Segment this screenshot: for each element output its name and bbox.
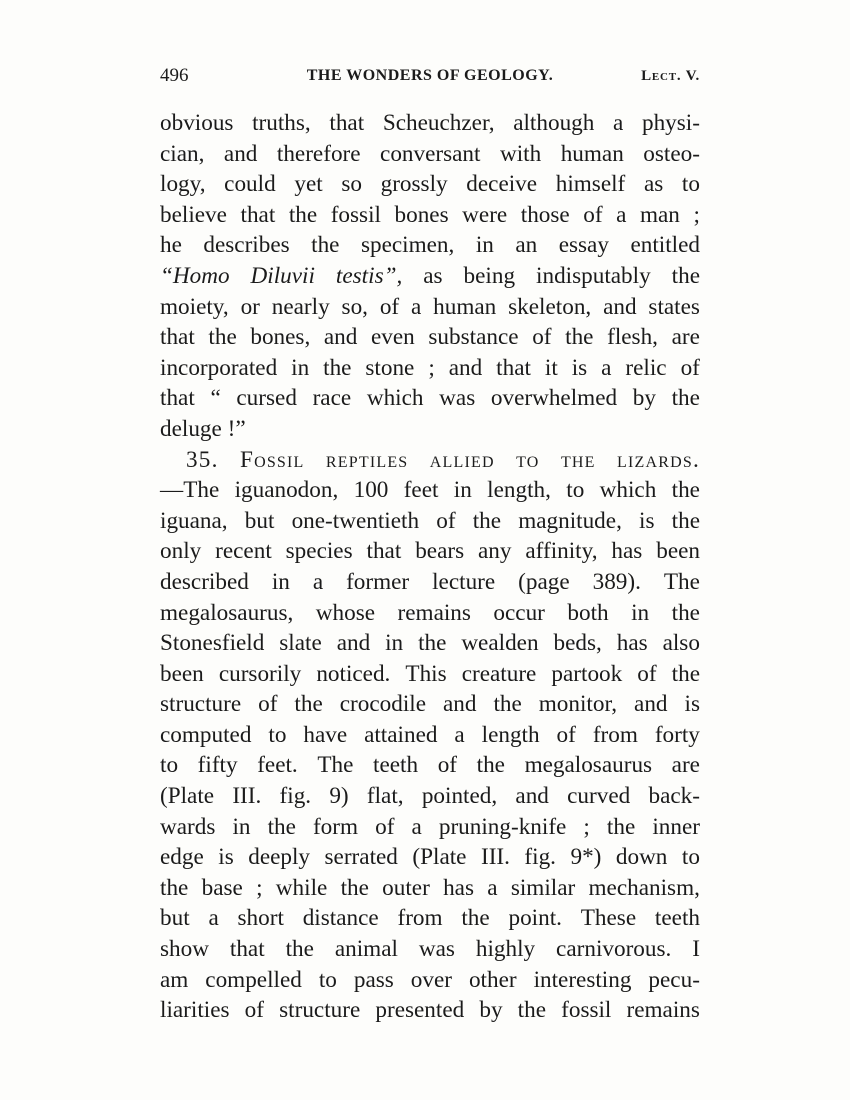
- word: was: [418, 936, 455, 963]
- word: mechanism,: [588, 874, 700, 901]
- word: of: [258, 691, 278, 718]
- word: while: [275, 874, 328, 901]
- word: and: [634, 691, 668, 718]
- word: length,: [487, 477, 551, 504]
- word: so: [341, 171, 362, 198]
- word: although: [513, 110, 595, 136]
- word: the: [606, 813, 636, 840]
- lecture-label: [641, 64, 700, 88]
- word: and: [448, 354, 483, 381]
- word: the: [472, 507, 502, 534]
- word: obvious: [160, 110, 234, 136]
- text-line: [160, 353, 700, 384]
- word: the: [288, 201, 318, 228]
- word: in: [385, 630, 404, 657]
- word: forty: [654, 721, 700, 748]
- word: from: [397, 905, 443, 932]
- word: but: [244, 507, 275, 534]
- word: The: [317, 752, 354, 779]
- word: that: [160, 385, 195, 412]
- word: nearly: [271, 293, 330, 320]
- word: Diluvii: [250, 262, 315, 289]
- word: and: [603, 293, 637, 320]
- word: the: [323, 354, 352, 381]
- word: serrated: [324, 844, 398, 871]
- word: pecu-: [648, 966, 700, 993]
- word: remains: [397, 599, 471, 626]
- text-line: [160, 230, 700, 261]
- word: skeleton,: [508, 293, 592, 320]
- word: beds,: [553, 630, 602, 657]
- word: 389).: [592, 568, 641, 595]
- word: and: [323, 324, 358, 351]
- word: animal: [334, 936, 398, 963]
- word: therefore: [276, 140, 361, 167]
- word: only: [160, 538, 202, 565]
- word: conversant: [380, 140, 481, 167]
- word: incorporated: [160, 354, 278, 381]
- word: overwhelmed: [490, 385, 618, 412]
- text-line: [160, 995, 700, 1026]
- word: teeth: [654, 905, 700, 932]
- word: to: [681, 171, 700, 198]
- text-line: [160, 169, 700, 200]
- word: are: [671, 752, 700, 779]
- word: crocodile: [339, 691, 426, 718]
- text-line: [160, 781, 700, 812]
- word: (Plate: [412, 844, 467, 871]
- word: a: [312, 568, 324, 595]
- word: the: [294, 691, 323, 718]
- word: megalosaurus: [524, 752, 653, 779]
- word: deeply: [248, 844, 311, 871]
- word: am: [160, 966, 189, 993]
- word: relic: [625, 354, 667, 381]
- word: (Plate: [160, 783, 215, 810]
- word: (page: [518, 568, 570, 595]
- word: in: [232, 813, 251, 840]
- word: logy,: [160, 171, 206, 198]
- word: testis”,: [335, 262, 403, 289]
- word: III.: [232, 783, 262, 810]
- word: the: [517, 997, 546, 1024]
- word: states: [648, 293, 700, 320]
- word: that: [496, 354, 531, 381]
- word: ;: [256, 874, 263, 901]
- word: 35.: [186, 446, 219, 473]
- word: flat,: [366, 783, 404, 810]
- section-heading-line: [160, 445, 700, 476]
- text-line: [160, 812, 700, 843]
- running-head: [160, 64, 700, 88]
- body-text: [160, 108, 700, 1026]
- word: of: [637, 660, 657, 687]
- word: have: [303, 721, 348, 748]
- word: by: [632, 385, 656, 412]
- text-line: [160, 261, 700, 292]
- word: even: [371, 324, 415, 351]
- word: a: [411, 813, 422, 840]
- word: species: [285, 538, 353, 565]
- word: that: [229, 936, 265, 963]
- word: the: [671, 385, 700, 412]
- word: one-twentieth: [291, 507, 420, 534]
- word: by: [479, 997, 503, 1024]
- word: truths,: [252, 110, 311, 136]
- word: former: [346, 568, 410, 595]
- text-line: [160, 536, 700, 567]
- text-line: [160, 965, 700, 996]
- word: 9*): [570, 844, 602, 871]
- word: described: [160, 568, 249, 595]
- word: to: [516, 446, 540, 473]
- word: himself: [555, 171, 626, 198]
- text-line: [160, 934, 700, 965]
- word: magnitude,: [518, 507, 622, 534]
- word: feet.: [257, 752, 298, 779]
- word: a: [411, 293, 422, 320]
- word: liarities: [160, 997, 230, 1024]
- word: monitor,: [538, 691, 618, 718]
- word: “: [210, 385, 221, 412]
- text-line: [160, 292, 700, 323]
- word: of: [437, 752, 458, 779]
- word: fossil: [561, 997, 612, 1024]
- word: human: [433, 293, 497, 320]
- word: a: [487, 874, 498, 901]
- word: been: [160, 660, 204, 687]
- word: in: [475, 232, 494, 259]
- word: are: [671, 324, 700, 351]
- word: both: [567, 599, 609, 626]
- word: is: [639, 507, 655, 534]
- word: remains: [626, 997, 700, 1024]
- word: noticed.: [316, 660, 391, 687]
- word: in: [631, 599, 650, 626]
- word: ;: [583, 813, 590, 840]
- word: creature: [461, 660, 537, 687]
- word: Scheuchzer,: [382, 110, 495, 136]
- word: being: [463, 262, 516, 289]
- word: in: [291, 354, 310, 381]
- word: cursorily: [218, 660, 302, 687]
- word: he: [160, 232, 182, 259]
- running-title: THE WONDERS OF GEOLOGY.: [306, 67, 554, 84]
- word: length: [481, 721, 540, 748]
- word: the: [671, 660, 700, 687]
- word: I: [692, 936, 700, 963]
- word: iguana,: [160, 507, 228, 534]
- word: was: [439, 385, 476, 412]
- word: is: [571, 354, 588, 381]
- word: ;: [693, 201, 700, 228]
- word: of: [680, 354, 700, 381]
- word: bears: [415, 538, 465, 565]
- word: that: [160, 324, 195, 351]
- word: the: [671, 477, 700, 504]
- word: the: [476, 752, 505, 779]
- word: form: [312, 813, 359, 840]
- word: the: [208, 324, 237, 351]
- word: osteo-: [643, 140, 700, 167]
- word: a: [601, 354, 612, 381]
- word: the: [340, 874, 369, 901]
- word: so,: [341, 293, 368, 320]
- word: base: [201, 874, 243, 901]
- word: any: [478, 538, 512, 565]
- word: that: [329, 110, 365, 136]
- word: distance: [302, 905, 379, 932]
- text-line: [160, 139, 700, 170]
- text-line: [160, 200, 700, 231]
- word: a: [454, 721, 465, 748]
- word: and: [336, 630, 371, 657]
- word: the: [160, 874, 189, 901]
- word: a: [208, 905, 219, 932]
- word: lizards.: [617, 446, 700, 473]
- word: with: [499, 140, 542, 167]
- word: has: [616, 630, 648, 657]
- word: the: [418, 630, 447, 657]
- word: man: [639, 201, 680, 228]
- word: were: [462, 201, 508, 228]
- text-line: [160, 567, 700, 598]
- word: affinity,: [525, 538, 598, 565]
- word: as: [423, 262, 443, 289]
- word: of: [436, 507, 456, 534]
- word: slate: [279, 630, 322, 657]
- word: edge: [160, 844, 204, 871]
- word: bones,: [250, 324, 311, 351]
- text-line: [160, 414, 700, 445]
- word: show: [160, 936, 209, 963]
- word: Stonesfield: [160, 630, 265, 657]
- word: occur: [493, 599, 545, 626]
- word: presented: [375, 997, 465, 1024]
- word: cian,: [160, 140, 205, 167]
- text-line: [160, 108, 700, 139]
- word: could: [224, 171, 276, 198]
- word: back-: [648, 783, 700, 810]
- word: specimen,: [360, 232, 455, 259]
- word: structure: [160, 691, 242, 718]
- word: over: [410, 966, 452, 993]
- word: III.: [480, 844, 510, 871]
- word: essay: [558, 232, 609, 259]
- word: a: [613, 110, 624, 136]
- word: physi-: [641, 110, 700, 136]
- word: the: [311, 232, 340, 259]
- word: attained: [364, 721, 438, 748]
- word: also: [662, 630, 700, 657]
- word: of: [244, 997, 264, 1024]
- word: 9): [329, 783, 349, 810]
- word: is: [218, 844, 234, 871]
- word: fossil: [330, 201, 381, 228]
- word: it: [544, 354, 558, 381]
- word: to: [681, 844, 700, 871]
- word: lecture: [432, 568, 496, 595]
- word: the: [671, 599, 700, 626]
- word: which: [599, 477, 657, 504]
- word: and: [223, 140, 258, 167]
- text-line: [160, 873, 700, 904]
- word: the: [671, 507, 700, 534]
- word: or: [240, 293, 260, 320]
- word: recent: [215, 538, 272, 565]
- word: from: [592, 721, 638, 748]
- word: reptiles: [325, 446, 409, 473]
- word: substance: [428, 324, 519, 351]
- text-line: [160, 842, 700, 873]
- word: to: [318, 966, 337, 993]
- word: is: [684, 691, 700, 718]
- lecture-label-text: Lect. V.: [641, 68, 700, 84]
- word: megalosaurus,: [160, 599, 294, 626]
- word: to: [268, 721, 287, 748]
- word: outer: [382, 874, 430, 901]
- word: Fossil: [239, 446, 305, 473]
- word: pass: [353, 966, 394, 993]
- word: similar: [510, 874, 576, 901]
- word: of: [379, 293, 400, 320]
- word: the: [285, 936, 314, 963]
- word: the: [565, 324, 594, 351]
- word: the: [461, 905, 490, 932]
- word: highly: [475, 936, 536, 963]
- word: that: [366, 538, 402, 565]
- word: 100: [353, 477, 389, 504]
- word: of: [556, 721, 576, 748]
- word: compelled: [205, 966, 302, 993]
- page-number: 496: [160, 65, 189, 86]
- word: the: [267, 813, 296, 840]
- word: those: [520, 201, 570, 228]
- word: whose: [315, 599, 376, 626]
- word: believe: [160, 201, 227, 228]
- text-line: [160, 475, 700, 506]
- word: as: [643, 171, 664, 198]
- word: of: [532, 324, 552, 351]
- text-line: [160, 659, 700, 690]
- word: These: [580, 905, 637, 932]
- text-line: [160, 720, 700, 751]
- text-line: [160, 750, 700, 781]
- word: fifty: [197, 752, 238, 779]
- word: The: [663, 568, 700, 595]
- word: in: [271, 568, 290, 595]
- word: an: [515, 232, 538, 259]
- word: deluge: [160, 415, 222, 442]
- word: of: [375, 813, 395, 840]
- word: that: [240, 201, 276, 228]
- word: wealden: [461, 630, 539, 657]
- word: structure: [279, 997, 361, 1024]
- word: computed: [160, 721, 252, 748]
- word: moiety,: [160, 293, 229, 320]
- word: short: [237, 905, 284, 932]
- text-line: [160, 903, 700, 934]
- word: cursed: [236, 385, 297, 412]
- text-line: [160, 689, 700, 720]
- word: to: [566, 477, 585, 504]
- word: ;: [428, 354, 435, 381]
- text-line: [160, 322, 700, 353]
- word: and: [515, 783, 549, 810]
- word: indisputably: [536, 262, 651, 289]
- word: grossly: [380, 171, 448, 198]
- word: to: [160, 752, 179, 779]
- word: teeth: [373, 752, 419, 779]
- word: a: [616, 201, 627, 228]
- word: !”: [227, 415, 246, 442]
- word: race: [312, 385, 352, 412]
- word: point.: [508, 905, 562, 932]
- word: the: [493, 691, 522, 718]
- word: inner: [652, 813, 700, 840]
- word: bones: [394, 201, 449, 228]
- word: flesh,: [607, 324, 658, 351]
- word: “Homo: [160, 262, 230, 289]
- word: and: [442, 691, 477, 718]
- word: interesting: [533, 966, 632, 993]
- word: iguanodon,: [234, 477, 339, 504]
- text-line: [160, 628, 700, 659]
- word: the: [671, 262, 700, 289]
- word: carnivorous.: [556, 936, 672, 963]
- word: but: [160, 905, 190, 932]
- word: wards: [160, 813, 216, 840]
- word: has: [611, 538, 643, 565]
- word: allied: [429, 446, 495, 473]
- word: deceive: [466, 171, 538, 198]
- word: pruning-knife: [438, 813, 567, 840]
- word: stone: [365, 354, 415, 381]
- word: entitled: [630, 232, 700, 259]
- word: in: [453, 477, 472, 504]
- word: pointed,: [421, 783, 498, 810]
- word: of: [583, 201, 603, 228]
- word: This: [405, 660, 447, 687]
- word: which: [366, 385, 424, 412]
- word: down: [615, 844, 668, 871]
- text-line: [160, 598, 700, 629]
- word: other: [468, 966, 517, 993]
- word: the: [560, 446, 596, 473]
- word: describes: [203, 232, 290, 259]
- word: partook: [551, 660, 623, 687]
- word: has: [443, 874, 474, 901]
- word: been: [656, 538, 700, 565]
- text-line: [160, 506, 700, 537]
- word: feet: [403, 477, 439, 504]
- text-line: [160, 383, 700, 414]
- word: fig.: [279, 783, 312, 810]
- word: fig.: [524, 844, 556, 871]
- word: human: [560, 140, 624, 167]
- word: yet: [294, 171, 323, 198]
- word: curved: [567, 783, 631, 810]
- word: —The: [160, 477, 220, 504]
